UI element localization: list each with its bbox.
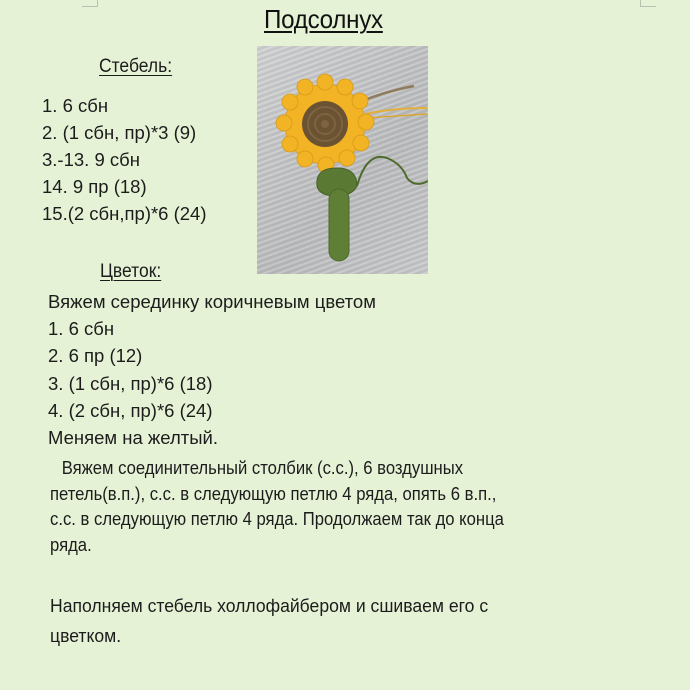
sunflower-photo [257,46,428,274]
petal-instructions-paragraph [50,455,644,557]
stem-row: 14. 9 пр (18) [42,176,147,197]
flower-row: 3. (1 сбн, пр)*6 (18) [48,372,213,394]
stem-row: 1. 6 сбн [42,95,109,116]
sunflower-illustration [257,46,428,274]
flower-row: 1. 6 сбн [48,318,115,340]
stem-row: 15.(2 сбн,пр)*6 (24) [42,203,207,224]
flower-row: 2. 6 пр (12) [48,345,143,367]
stem-row: 3.-13. 9 сбн [42,149,140,170]
finish-line: цветком. [50,625,122,646]
stem-row: 2. (1 сбн, пр)*3 (9) [42,122,197,143]
change-color-note: Меняем на желтый. [48,427,219,449]
flower-intro: Вяжем серединку коричневым цветом [48,291,376,312]
paragraph-line: ряда. [50,533,92,555]
stem-section-heading: Стебель: [99,56,173,77]
paragraph-line: петель(в.п.), с.с. в следующую петлю 4 ряда, опять 6 в.п., [50,482,497,504]
flower-section-heading: Цветок: [100,261,162,282]
page-corner-mark-right [640,0,656,7]
paragraph-line: с.с. в следующую петлю 4 ряда. Продолжаем так до конца [50,508,504,529]
flower-instructions [48,288,376,451]
paragraph-line: Вяжем соединительный столбик (с.с.), 6 воздушных [61,457,464,478]
page-corner-mark-left [82,0,98,7]
finishing-instructions [50,591,488,651]
finish-line: Наполняем стебель холлофайбером и сшиваем его с [50,595,489,616]
stem-row-list [42,92,207,227]
flower-row: 4. (2 сбн, пр)*6 (24) [48,399,213,421]
page-title: Подсолнух [264,4,383,34]
